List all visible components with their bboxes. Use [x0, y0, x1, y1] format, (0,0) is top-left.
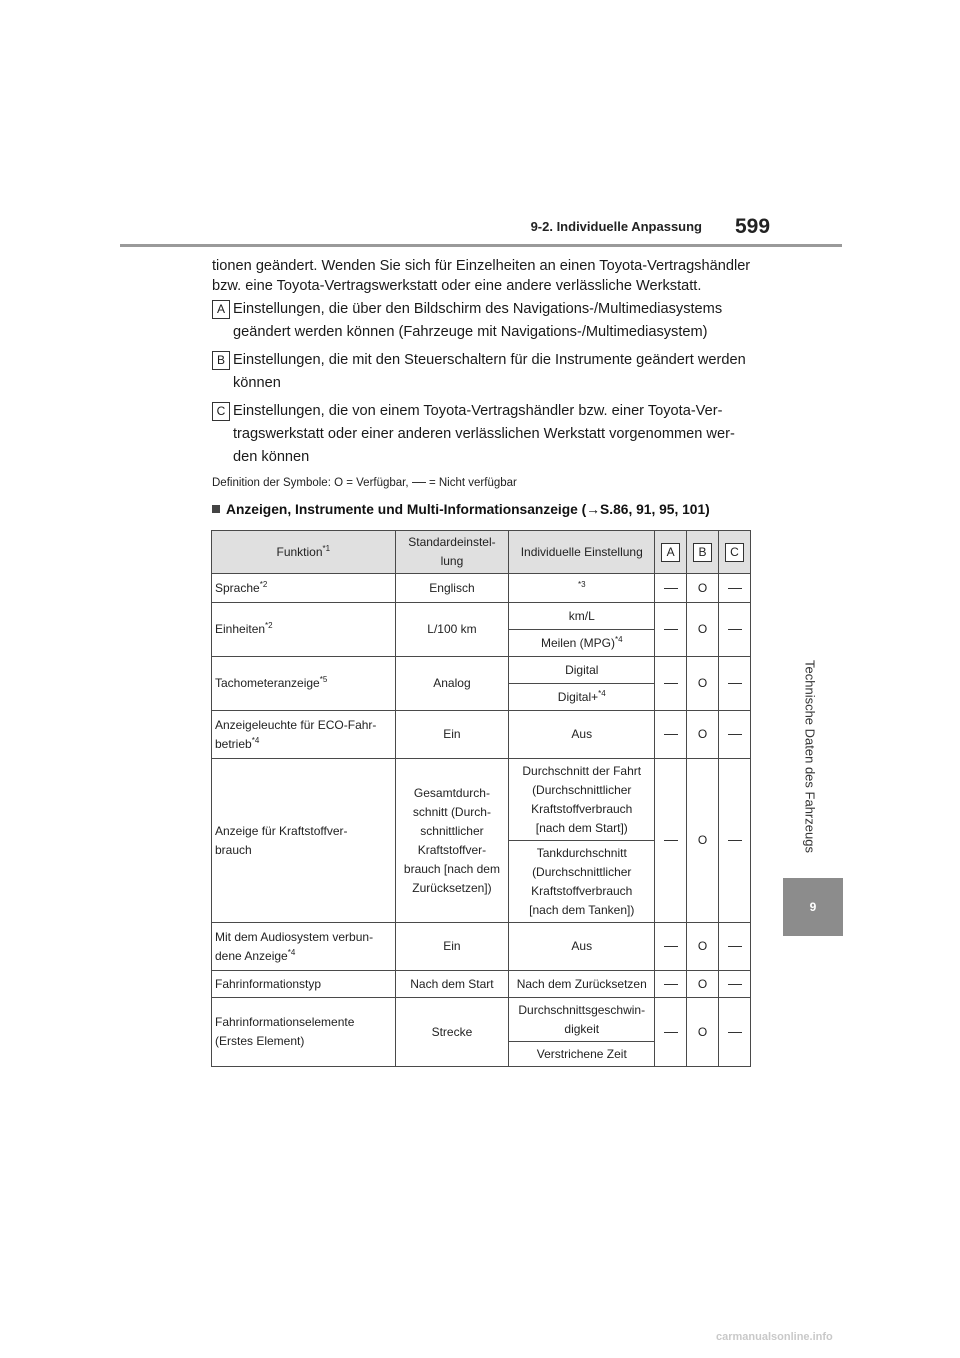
cell-a [655, 574, 687, 603]
cell-c [719, 657, 751, 711]
legend-c-line-1: Einstellungen, die von einem Toyota-Vertragshändler bzw. einer Toyota-Ver- [233, 403, 723, 419]
header-c: C [719, 531, 751, 574]
legend-c-line-2: tragswerkstatt oder einer anderen verlässlichen Werkstatt vorgenommen wer- [233, 426, 735, 442]
square-bullet-icon [212, 505, 220, 513]
cell-c [719, 711, 751, 759]
legend-letter-b: B [212, 351, 230, 370]
cell-custom: *3 [509, 574, 655, 603]
cell-function: Tachometeranzeige$^{*5}$ [212, 657, 396, 711]
cell-b: O [687, 574, 719, 603]
cell-b: O [687, 759, 719, 923]
table-row [212, 759, 751, 841]
table-row [212, 603, 751, 630]
symbols-definition-suffix: = Nicht verfügbar [425, 477, 517, 489]
cell-function: Anzeigeleuchte für ECO-Fahr- betrieb$^{*4}$ [212, 711, 396, 759]
cell-default: Ein [395, 923, 509, 971]
cell-c [719, 759, 751, 923]
legend-text-a [233, 298, 757, 344]
cell-c [719, 574, 751, 603]
symbols-definition-prefix: Definition der Symbole: O = Verfügbar, [212, 477, 412, 489]
cell-b: O [687, 603, 719, 657]
cell-default: L/100 km [395, 603, 509, 657]
cell-custom: Verstrichene Zeit [509, 1042, 655, 1067]
intro-line-2: bzw. eine Toyota-Vertragswerkstatt oder eine andere verlässliche Werkstatt. [212, 278, 702, 294]
cell-custom: Digital+$^{*4}$ [509, 684, 655, 711]
cell-custom: km/L [509, 603, 655, 630]
table-heading-text: Anzeigen, Instrumente und Multi-Informationsanzeige (→S.86, 91, 95, 101) [226, 502, 710, 517]
page-number: 599 [735, 215, 771, 238]
cell-default: Ein [395, 711, 509, 759]
legend-item-c [212, 400, 757, 469]
legend-b-line-2: können [233, 375, 281, 391]
header-a: A [655, 531, 687, 574]
cell-custom: Aus [509, 711, 655, 759]
cell-b: O [687, 971, 719, 998]
cell-function: Sprache$^{*2}$ [212, 574, 396, 603]
cell-custom: Tankdurchschnitt (Durchschnittlicher Kraftstoffverbrauch [nach dem Tanken]) [509, 841, 655, 923]
cell-a [655, 971, 687, 998]
intro-line-1: tionen geändert. Wenden Sie sich für Einzelheiten an einen Toyota-Vertragshändler [212, 258, 751, 274]
watermark: carmanualsonline.info [716, 1331, 833, 1343]
cell-b: O [687, 998, 719, 1067]
cell-c [719, 998, 751, 1067]
table-heading [212, 502, 772, 517]
cell-default: Nach dem Start [395, 971, 509, 998]
cell-a [655, 657, 687, 711]
header-custom: Individuelle Einstellung [509, 531, 655, 574]
legend-a-line-2: geändert werden können (Fahrzeuge mit Navigations-/Multimediasystem) [233, 324, 708, 340]
cell-a [655, 711, 687, 759]
chapter-tab-number: 9 [783, 878, 843, 936]
table-row [212, 971, 751, 998]
settings-table [211, 530, 751, 1067]
legend-text-b [233, 349, 757, 395]
cell-default: Englisch [395, 574, 509, 603]
dash-icon [412, 482, 426, 483]
cell-custom: Durchschnitt der Fahrt (Durchschnittlicher Kraftstoffverbrauch [nach dem Start]) [509, 759, 655, 841]
cell-default: Analog [395, 657, 509, 711]
cell-b: O [687, 711, 719, 759]
table-row [212, 923, 751, 971]
cell-function: Anzeige für Kraftstoffver- brauch [212, 759, 396, 923]
header-divider [120, 244, 842, 247]
section-title: 9-2. Individuelle Anpassung [530, 219, 702, 234]
cell-a [655, 998, 687, 1067]
cell-a [655, 603, 687, 657]
cell-c [719, 603, 751, 657]
legend-letter-a: A [212, 300, 230, 319]
cell-custom: Aus [509, 923, 655, 971]
header-function: Funktion$^{*1}$ [212, 531, 396, 574]
cell-custom: Digital [509, 657, 655, 684]
symbols-definition [212, 477, 517, 489]
cell-default: Gesamtdurch- schnitt (Durch- schnittlicher Kraftstoffver- brauch [nach dem Zurücksetzen]) [395, 759, 509, 923]
cell-a [655, 759, 687, 923]
cell-b: O [687, 923, 719, 971]
cell-c [719, 971, 751, 998]
legend-letter-c: C [212, 402, 230, 421]
intro-paragraph [212, 256, 757, 296]
cell-function: Einheiten$^{*2}$ [212, 603, 396, 657]
table-row [212, 574, 751, 603]
cell-custom: Nach dem Zurücksetzen [509, 971, 655, 998]
legend-c-line-3: den können [233, 449, 310, 465]
legend-item-b [212, 349, 757, 395]
cell-default: Strecke [395, 998, 509, 1067]
cell-c [719, 923, 751, 971]
legend-item-a [212, 298, 757, 344]
legend-b-line-1: Einstellungen, die mit den Steuerschaltern für die Instrumente geändert werden [233, 352, 746, 368]
table-row [212, 657, 751, 684]
header-default: Standardeinstel- lung [395, 531, 509, 574]
legend-a-line-1: Einstellungen, die über den Bildschirm des Navigations-/Multimediasystems [233, 301, 723, 317]
cell-custom: Meilen (MPG)$^{*4}$ [509, 630, 655, 657]
table-row [212, 998, 751, 1042]
table-header-row [212, 531, 751, 574]
cell-function: Mit dem Audiosystem verbun- dene Anzeige$^{*4}$ [212, 923, 396, 971]
cell-custom: Durchschnittsgeschwin- digkeit [509, 998, 655, 1042]
header-b: B [687, 531, 719, 574]
cell-function: Fahrinformationstyp [212, 971, 396, 998]
table-row [212, 711, 751, 759]
cell-function: Fahrinformationselemente (Erstes Element) [212, 998, 396, 1067]
cell-b: O [687, 657, 719, 711]
chapter-tab-label: Technische Daten des Fahrzeugs [802, 660, 818, 853]
cell-a [655, 923, 687, 971]
legend-text-c [233, 400, 757, 469]
